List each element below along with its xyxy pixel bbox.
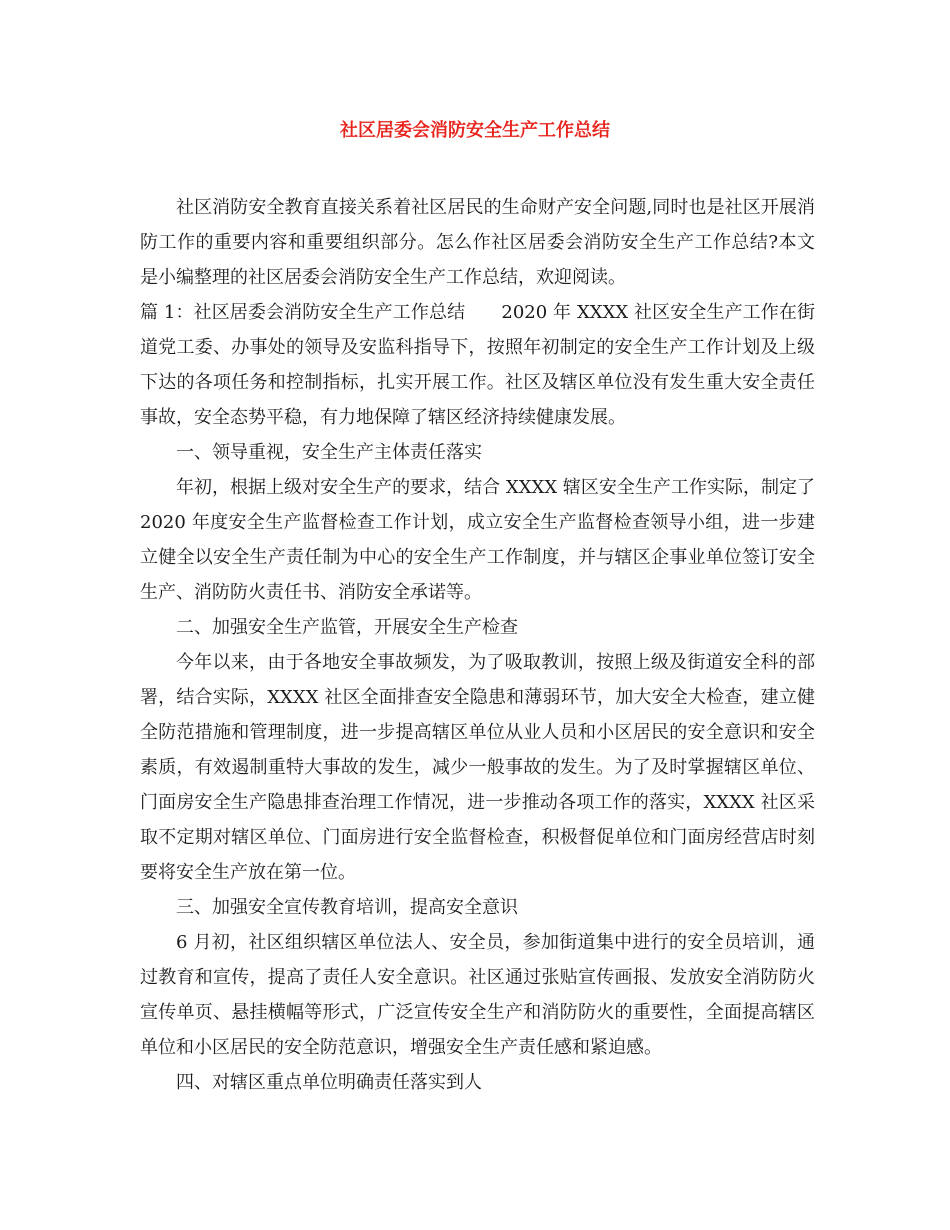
intro-paragraph: 社区消防安全教育直接关系着社区居民的生命财产安全问题,同时也是社区开展消防工作的重要内容和重要组织部分。怎么作社区居委会消防安全生产工作总结?本文是小编整理的社区居委会消防安全生产工作总结，欢迎阅读。 (140, 197, 815, 288)
document-title: 社区居委会消防安全生产工作总结 (340, 120, 610, 141)
section-heading-one: 一、领导重视，安全生产主体责任落实 (176, 442, 482, 463)
section-one-paragraph: 年初，根据上级对安全生产的要求，结合 XXXX 辖区安全生产工作实际，制定了 2020 年度安全生产监督检查工作计划，成立安全生产监督检查领导小组，进一步建立健全以安全生产责任制为中心的安全生产工作制度，并与辖区企事业单位签订安全生产、消防防火责任书、消防安全承诺等。 (140, 477, 815, 603)
document-body (140, 190, 815, 1100)
article-one-lead-paragraph: 篇 1：社区居委会消防安全生产工作总结 2020 年 XXXX 社区安全生产工作在街道党工委、办事处的领导及安监科指导下，按照年初制定的安全生产工作计划及上级下达的各项任务和控制指标，扎实开展工作。社区及辖区单位没有发生重大安全责任事故，安全态势平稳，有力地保障了辖区经济持续健康发展。 (140, 302, 815, 428)
section-two-paragraph: 今年以来，由于各地安全事故频发，为了吸取教训，按照上级及街道安全科的部署，结合实际，XXXX 社区全面排查安全隐患和薄弱环节，加大安全大检查，建立健全防范措施和管理制度，进一步提高辖区单位从业人员和小区居民的安全意识和安全素质，有效遏制重特大事故的发生，减少一般事故的发生。为了及时掌握辖区单位、门面房安全生产隐患排查治理工作情况，进一步推动各项工作的落实，XXXX 社区采取不定期对辖区单位、门面房进行安全监督检查，积极督促单位和门面房经营店时刻要将安全生产放在第一位。 (140, 652, 815, 883)
section-heading-four: 四、对辖区重点单位明确责任落实到人 (176, 1072, 482, 1093)
section-three-paragraph: 6 月初，社区组织辖区单位法人、安全员，参加街道集中进行的安全员培训，通过教育和宣传，提高了责任人安全意识。社区通过张贴宣传画报、发放安全消防防火宣传单页、悬挂横幅等形式，广泛宣传安全生产和消防防火的重要性，全面提高辖区单位和小区居民的安全防范意识，增强安全生产责任感和紧迫感。 (140, 932, 815, 1058)
section-heading-two: 二、加强安全生产监管，开展安全生产检查 (176, 617, 518, 638)
section-heading-three: 三、加强安全宣传教育培训，提高安全意识 (176, 897, 518, 918)
